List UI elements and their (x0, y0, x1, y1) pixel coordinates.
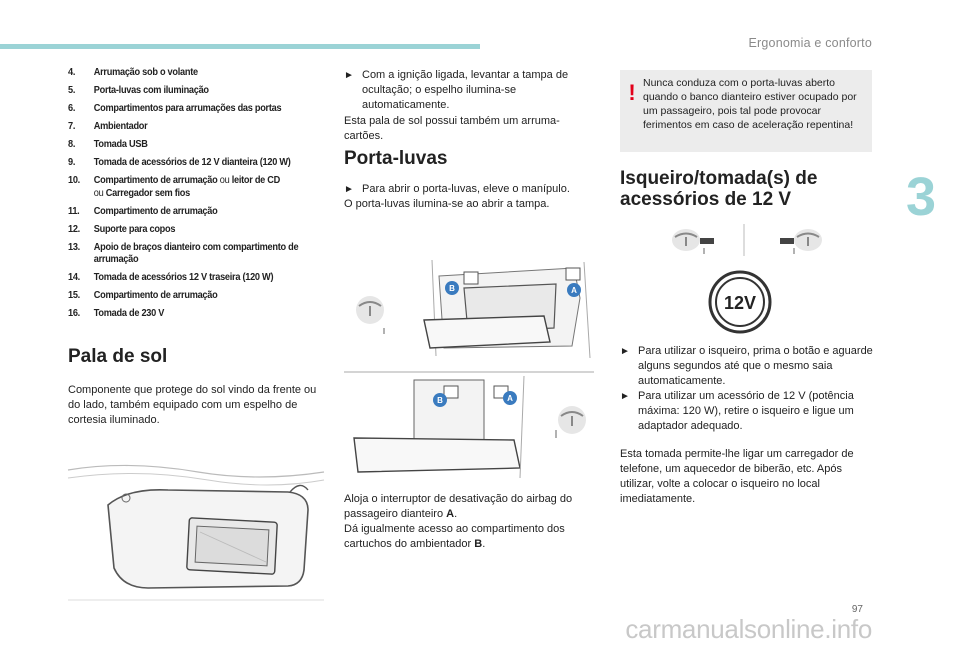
pala-description: Componente que protege do sol vindo da frente ou do lado, também equipado com um espelho de cortesia iluminado. (68, 384, 317, 426)
list-item: 15. Compartimento de arrumação (68, 290, 218, 301)
list-item: 10. Compartimento de arrumação ou leitor de CD ou Carregador sem fios (68, 175, 281, 199)
bullet-marker-icon: ► (344, 184, 354, 195)
sun-visor-illustration (68, 450, 324, 605)
glovebox-illustration-lhd (344, 368, 594, 484)
list-item: 4. Arrumação sob o volante (68, 67, 198, 78)
pala-de-sol-heading: Pala de sol (68, 346, 168, 367)
feature-list (68, 67, 328, 326)
isqueiro-bullets: ► Para utilizar o isqueiro, prima o botão e aguarde alguns segundos até que o mesmo saia automaticamente. ► Para utilizar um acessório de 12 V (potência máxima: 120 W), retire o isqueiro e ligue um adaptador adequado. (620, 345, 873, 432)
steering-wheel-icon (356, 296, 384, 324)
steering-wheel-icon (558, 406, 586, 434)
label-a: A (571, 286, 577, 295)
list-item: 14. Tomada de acessórios 12 V traseira (120 W) (68, 272, 274, 283)
list-item: 5. Porta-luvas com iluminação (68, 85, 209, 96)
bullet-marker-icon: ► (344, 70, 354, 81)
visor-mirror-bullet: ► Com a ignição ligada, levantar a tampa de ocultação; o espelho ilumina-se automaticamente. (344, 69, 569, 111)
list-item: 16. Tomada de 230 V (68, 308, 165, 319)
card-holder-text: Esta pala de sol possui também um arruma-cartões. (344, 115, 560, 142)
list-item: 6. Compartimentos para arrumações das portas (68, 103, 282, 114)
warning-icon: ! (628, 80, 636, 105)
list-item: 7. Ambientador (68, 121, 148, 132)
label-a: A (507, 394, 513, 403)
page-number: 97 (851, 604, 863, 615)
steering-wheel-icon (672, 229, 700, 251)
glovebox-illustration-rhd (344, 258, 594, 358)
watermark: carmanualsonline.info (625, 614, 872, 644)
label-b: B (449, 284, 455, 293)
glovebox-open-bullet: ► Para abrir o porta-luvas, eleve o manípulo. (344, 183, 570, 195)
socket-12v-illustration (656, 224, 836, 344)
chapter-number: 3 (905, 167, 936, 227)
label-b: B (437, 396, 443, 405)
section-title: Ergonomia e conforto (748, 36, 872, 50)
list-item: 13. Apoio de braços dianteiro com compartimento de arrumação (68, 241, 299, 265)
list-item: 8. Tomada USB (68, 139, 148, 150)
warning-box (620, 70, 872, 152)
glovebox-light-text: O porta-luvas ilumina-se ao abrir a tampa. (344, 198, 550, 210)
list-item: 9. Tomada de acessórios de 12 V dianteira (120 W) (68, 157, 291, 168)
list-item: 11. Compartimento de arrumação (68, 205, 218, 217)
bullet-marker-icon: ► (620, 346, 630, 357)
list-item: 12. Suporte para copos (68, 223, 176, 235)
socket-label: 12V (723, 293, 757, 313)
steering-wheel-icon (794, 229, 822, 251)
porta-luvas-heading: Porta-luvas (344, 148, 448, 169)
header-accent-bar (0, 44, 480, 49)
airbag-text: Aloja o interruptor de desativação do airbag do passageiro dianteiro A. Dá igualmente acesso ao compartimento dos cartuchos do ambientador B. (344, 493, 573, 550)
isqueiro-heading: Isqueiro/tomada(s) de acessórios de 12 V (620, 168, 818, 210)
isqueiro-text: Esta tomada permite-lhe ligar um carregador de telefone, um aquecedor de biberão, etc. Após utilizar, volte a colocar o isqueiro no local imediatamente. (620, 448, 854, 505)
warning-text: Nunca conduza com o porta-luvas aberto quando o banco dianteiro estiver ocupado por um passageiro, pois tal pode provocar ferimentos em caso de aceleração repentina! (643, 77, 857, 131)
bullet-marker-icon: ► (620, 391, 630, 402)
